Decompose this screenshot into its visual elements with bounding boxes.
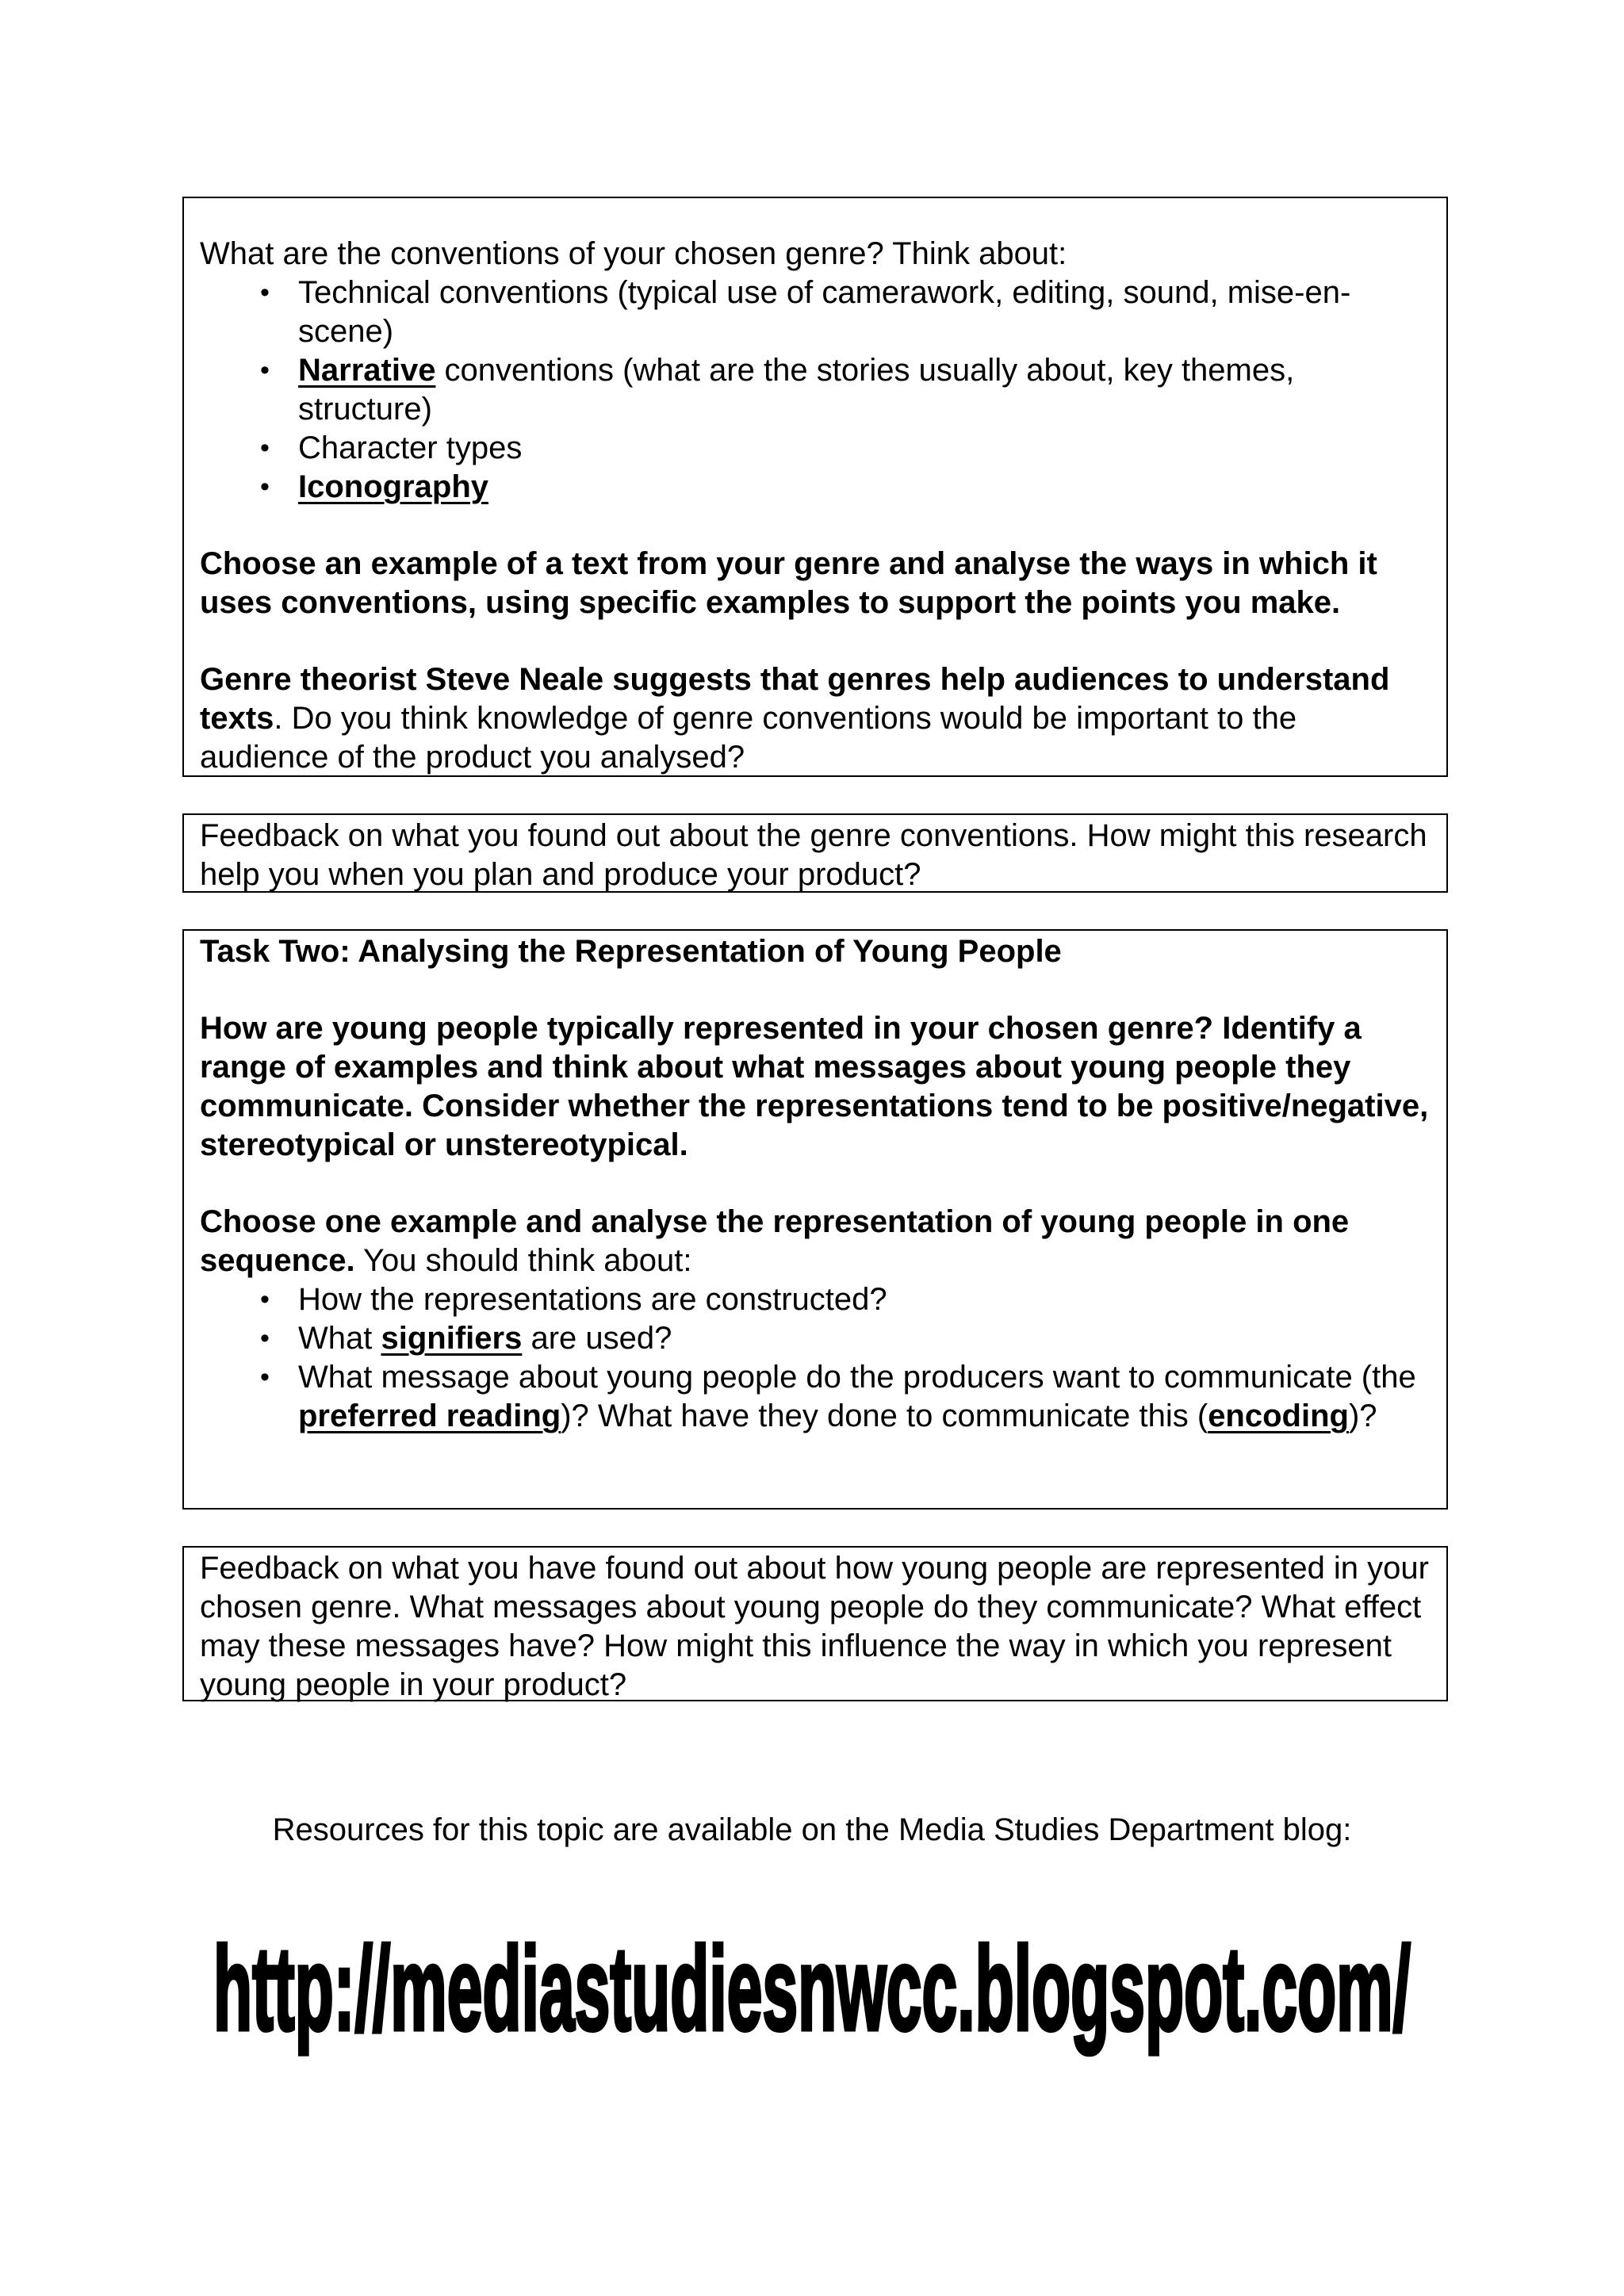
conventions-list (200, 274, 1431, 507)
signifiers-term: signifiers (381, 1321, 523, 1356)
message-pre: What message about young people do the producers want to communicate (the (298, 1360, 1416, 1395)
representation-feedback-box (182, 1546, 1448, 1701)
choose-sequence-task (200, 1203, 1431, 1280)
genre-conventions-box (182, 197, 1448, 777)
blog-url-logo[interactable] (0, 1911, 1624, 2085)
list-item (200, 1358, 1431, 1436)
representation-task-box (182, 929, 1448, 1510)
signifiers-pre: What (298, 1321, 381, 1356)
list-item (200, 429, 1431, 468)
list-item (200, 1319, 1431, 1358)
bullet-icon: • (260, 472, 270, 502)
box1-intro: What are the conventions of your chosen genre? Think about: (200, 236, 1067, 271)
bullet-icon: • (260, 1362, 270, 1392)
list-item (200, 1280, 1431, 1319)
choose-example-task: Choose an example of a text from your genre and analyse the ways in which it uses conventions, using specific examples to support the points you make. (200, 546, 1377, 620)
representation-feedback-text: Feedback on what you have found out about how young people are represented in your chosen genre. What messages about young people do they communicate? What effect may these messages have? How might this influence the way in which you represent young people in your product? (200, 1551, 1429, 1702)
encoding-term: encoding (1208, 1399, 1349, 1433)
list-item (200, 274, 1431, 351)
message-mid: )? What have they done to communicate this ( (561, 1399, 1208, 1433)
neale-question-text: . Do you think knowledge of genre conventions would be important to the audience of the product you analysed? (200, 701, 1297, 775)
choose-sequence-bold: Choose one example and analyse the representation of young people in one sequence. (200, 1204, 1350, 1278)
bullet-icon: • (260, 277, 270, 308)
technical-bullet: Technical conventions (typical use of camerawork, editing, sound, mise-en-scene) (298, 275, 1351, 349)
analysis-list (200, 1280, 1431, 1436)
list-item (200, 351, 1431, 429)
neale-question (200, 660, 1431, 777)
resources-note: Resources for this topic are available on the Media Studies Department blog: (272, 1812, 1352, 1847)
blog-url-text[interactable]: http://mediastudiesnwcc.blogspot.com/ (213, 1922, 1411, 2055)
task-two-heading: Task Two: Analysing the Representation of Young People (200, 934, 1062, 969)
signifiers-post: are used? (522, 1321, 672, 1356)
iconography-term: Iconography (298, 469, 489, 504)
choose-sequence-text: You should think about: (354, 1243, 692, 1278)
narrative-term: Narrative (298, 353, 436, 388)
neale-bold-text: Genre theorist Steve Neale suggests that genres help audiences to understand texts (200, 662, 1390, 736)
bullet-icon: • (260, 1323, 270, 1353)
constructed-bullet: How the representations are constructed? (298, 1282, 887, 1317)
genre-feedback-text: Feedback on what you found out about the genre conventions. How might this research help you when you plan and produce your product? (200, 818, 1427, 892)
list-item (200, 468, 1431, 507)
character-bullet: Character types (298, 430, 523, 465)
message-post: )? (1348, 1399, 1377, 1433)
representation-question: How are young people typically represented in your chosen genre? Identify a range of examples and think about what messages about young people they communicate. Consider whether the representations tend to be positive/negative, stereotypical or unstereotypical. (200, 1011, 1429, 1162)
bullet-icon: • (260, 355, 270, 385)
bullet-icon: • (260, 1284, 270, 1314)
blog-url-graphic (0, 1911, 1624, 2085)
preferred-reading-term: preferred reading (298, 1399, 561, 1433)
narrative-text: conventions (what are the stories usually about, key themes, structure) (298, 353, 1295, 427)
genre-feedback-box (182, 813, 1448, 893)
bullet-icon: • (260, 433, 270, 463)
